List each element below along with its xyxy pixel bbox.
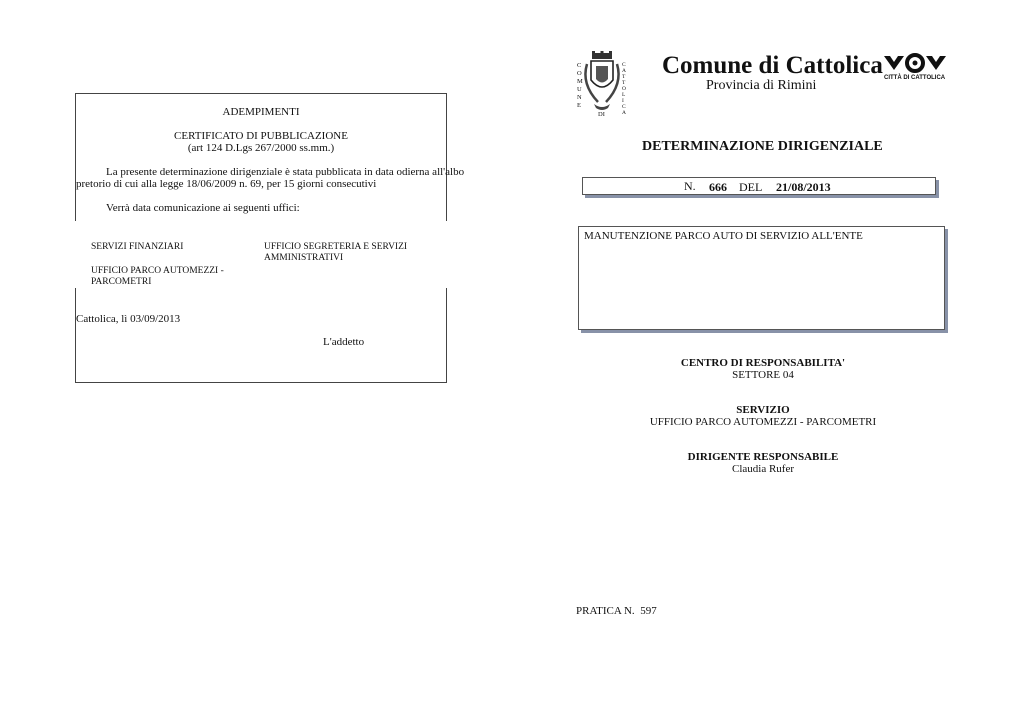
municipal-crest bbox=[572, 50, 632, 120]
practice-value: 597 bbox=[640, 605, 657, 617]
number-label: N. bbox=[684, 179, 696, 193]
province-name: Provincia di Rimini bbox=[706, 78, 817, 93]
manager-value: Claudia Rufer bbox=[731, 463, 794, 475]
cert-border-bottom bbox=[75, 382, 447, 383]
determination-number-box bbox=[582, 177, 936, 195]
date-label: DEL bbox=[739, 180, 763, 194]
crest-letters-left: C O M U N E bbox=[577, 62, 583, 109]
service-value: UFFICIO PARCO AUTOMEZZI - PARCOMETRI bbox=[649, 416, 877, 428]
office-item: UFFICIO PARCO AUTOMEZZI - PARCOMETRI bbox=[91, 266, 224, 287]
publication-certificate bbox=[75, 93, 465, 383]
subject-box bbox=[578, 226, 945, 330]
cert-border-right-lower bbox=[446, 288, 447, 383]
cert-title: CERTIFICATO DI PUBBLICAZIONE bbox=[174, 130, 348, 142]
cert-notice: Verrà data comunicazione ai seguenti uffici: bbox=[106, 202, 300, 214]
clerk-signature-label: L'addetto bbox=[323, 336, 365, 348]
determination-number: 666 bbox=[709, 180, 727, 194]
practice-label: PRATICA N. bbox=[576, 605, 635, 617]
cert-text-line2: pretorio di cui alla legge 18/06/2009 n. 69, per 15 giorni consecutivi bbox=[76, 178, 377, 190]
service-label: SERVIZIO bbox=[736, 404, 790, 416]
determination-date: 21/08/2013 bbox=[776, 180, 831, 194]
city-logo-text: CITTÀ DI CATTOLICA bbox=[884, 75, 946, 81]
determination-subject: MANUTENZIONE PARCO AUTO DI SERVIZIO ALL'ENTE bbox=[584, 230, 863, 242]
crest-letters-right: C A T T O L I C A bbox=[622, 62, 626, 116]
municipality-name: Comune di Cattolica bbox=[662, 52, 883, 79]
city-logo bbox=[882, 52, 952, 86]
responsibility-label: CENTRO DI RESPONSABILITA' bbox=[680, 357, 846, 369]
office-item: SERVIZI FINANZIARI bbox=[91, 242, 184, 252]
office-item: UFFICIO SEGRETERIA E SERVIZI AMMINISTRATIVI bbox=[264, 242, 408, 263]
cert-reference: (art 124 D.Lgs 267/2000 ss.mm.) bbox=[187, 142, 335, 154]
cert-text-line1: La presente determinazione dirigenziale è stata pubblicata in data odierna all'albo bbox=[106, 166, 465, 178]
cert-border-top bbox=[75, 93, 447, 94]
cert-heading: ADEMPIMENTI bbox=[222, 106, 300, 118]
manager-label: DIRIGENTE RESPONSABILE bbox=[687, 451, 839, 463]
cert-border-left-lower bbox=[75, 288, 76, 383]
crest-letters-bottom: DI bbox=[598, 111, 605, 118]
responsibility-value: SETTORE 04 bbox=[732, 369, 794, 381]
place-date: Cattolica, lì 03/09/2013 bbox=[76, 313, 181, 325]
determination-title: DETERMINAZIONE DIRIGENZIALE bbox=[642, 139, 883, 154]
practice-number bbox=[576, 605, 657, 617]
city-logo-icon bbox=[882, 52, 948, 74]
